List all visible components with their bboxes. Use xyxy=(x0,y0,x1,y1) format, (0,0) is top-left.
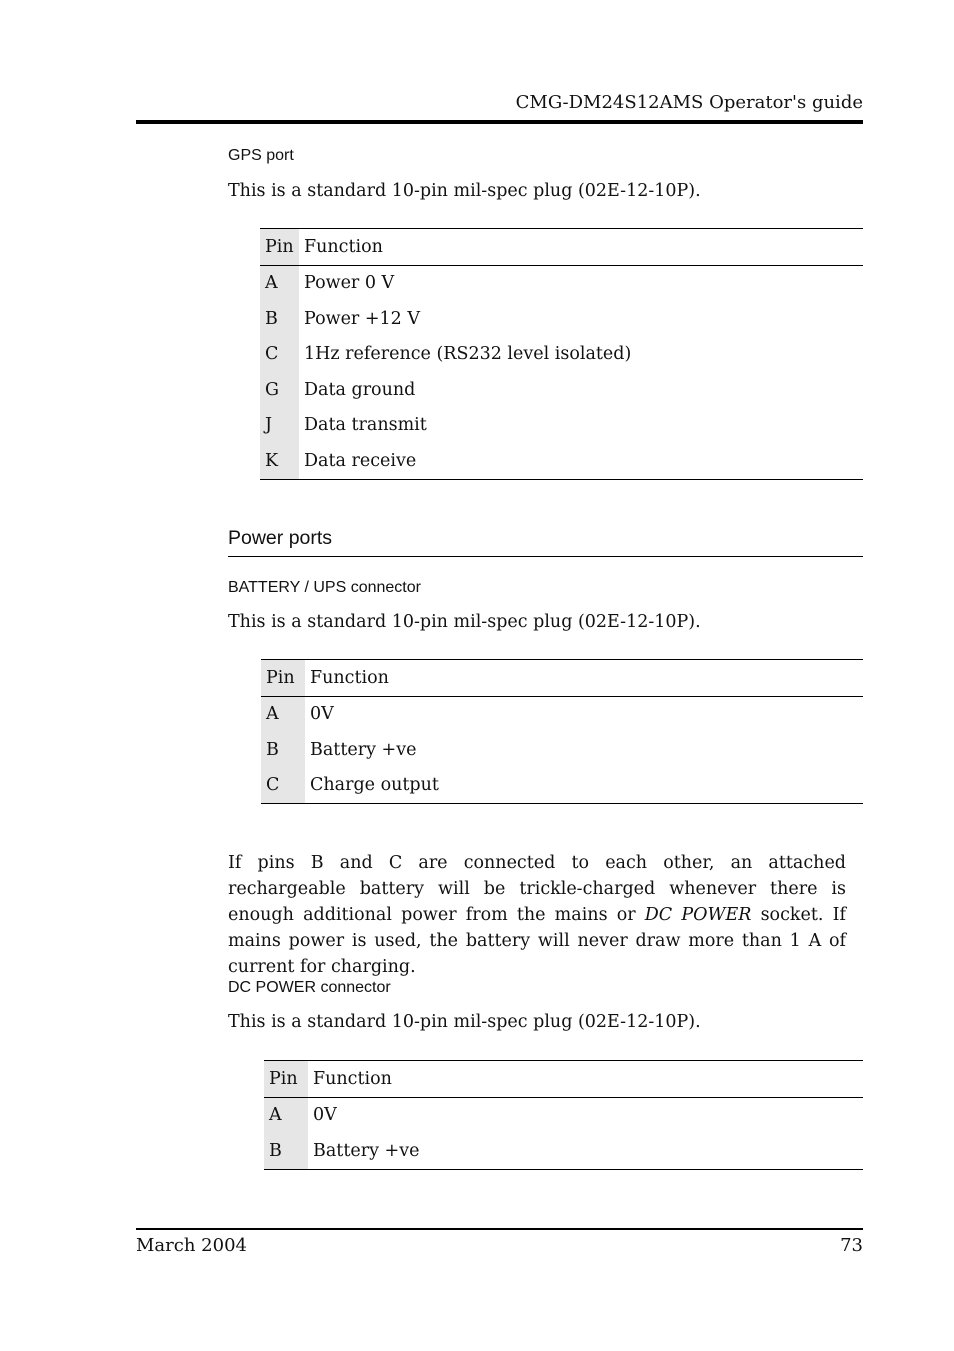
battery-pin-table xyxy=(261,659,863,804)
pin-column-header: Pin xyxy=(261,660,305,697)
gps-port-heading: GPS port xyxy=(228,147,294,164)
charging-note xyxy=(228,850,846,980)
charging-note-text: If pins B and C are connected to each other, an attached rechargeable battery will be trickle-charged whenever there is enough additional power from the mains or xyxy=(228,853,846,925)
pin-cell: B xyxy=(264,1133,308,1169)
pin-cell: G xyxy=(260,372,299,408)
gps-port-description: This is a standard 10-pin mil-spec plug (02E-12-10P). xyxy=(228,181,701,201)
function-cell: Power +12 V xyxy=(304,308,420,329)
function-cell: 0V xyxy=(313,1105,337,1126)
dc-power-heading: DC POWER connector xyxy=(228,979,391,996)
table-row xyxy=(260,443,863,479)
table-header-row xyxy=(261,660,863,697)
table-row xyxy=(260,301,863,337)
pin-cell: A xyxy=(264,1097,308,1133)
function-cell: Power 0 V xyxy=(304,273,395,294)
table-header-row xyxy=(260,229,863,266)
function-cell: 1Hz reference (RS232 level isolated) xyxy=(304,344,632,365)
pin-cell: C xyxy=(260,337,299,373)
gps-pin-table xyxy=(260,228,863,480)
table-row xyxy=(260,408,863,444)
table-row xyxy=(260,265,863,301)
pin-cell: B xyxy=(261,732,305,768)
function-column-header: Function xyxy=(305,660,863,697)
power-ports-heading: Power ports xyxy=(228,527,333,549)
function-cell: Data receive xyxy=(304,450,417,471)
function-column-header: Function xyxy=(299,229,863,266)
footer-date: March 2004 xyxy=(136,1235,247,1256)
function-column-header: Function xyxy=(308,1061,863,1098)
battery-ups-description: This is a standard 10-pin mil-spec plug (02E-12-10P). xyxy=(228,612,701,632)
section-rule xyxy=(228,556,863,557)
pin-cell: B xyxy=(260,301,299,337)
table-row xyxy=(261,696,863,732)
header-rule xyxy=(136,120,863,124)
pin-cell: K xyxy=(260,443,299,479)
pin-column-header: Pin xyxy=(260,229,299,266)
table-row xyxy=(264,1097,863,1133)
function-cell: Charge output xyxy=(310,775,439,796)
pin-cell: A xyxy=(260,265,299,301)
dc-power-emphasis: DC POWER xyxy=(644,905,752,925)
page-number: 73 xyxy=(840,1235,863,1256)
pin-cell: J xyxy=(260,408,299,444)
battery-ups-heading: BATTERY / UPS connector xyxy=(228,579,421,596)
footer-rule xyxy=(136,1228,863,1230)
function-cell: Data transmit xyxy=(304,415,427,436)
table-row xyxy=(260,372,863,408)
table-row xyxy=(261,732,863,768)
pin-cell: C xyxy=(261,768,305,804)
table-row xyxy=(264,1133,863,1169)
charging-note-text: socket. If mains power is used, the battery will never draw more than 1 A of current for charging. xyxy=(228,905,846,977)
table-row xyxy=(261,768,863,804)
function-cell: Battery +ve xyxy=(310,739,417,760)
pin-cell: A xyxy=(261,696,305,732)
function-cell: 0V xyxy=(310,704,334,725)
dc-power-pin-table xyxy=(264,1060,863,1170)
table-row xyxy=(260,337,863,373)
dc-power-description: This is a standard 10-pin mil-spec plug (02E-12-10P). xyxy=(228,1012,701,1032)
running-header: CMG-DM24S12AMS Operator's guide xyxy=(515,92,863,113)
function-cell: Data ground xyxy=(304,379,416,400)
function-cell: Battery +ve xyxy=(313,1140,420,1161)
pin-column-header: Pin xyxy=(264,1061,308,1098)
table-header-row xyxy=(264,1061,863,1098)
